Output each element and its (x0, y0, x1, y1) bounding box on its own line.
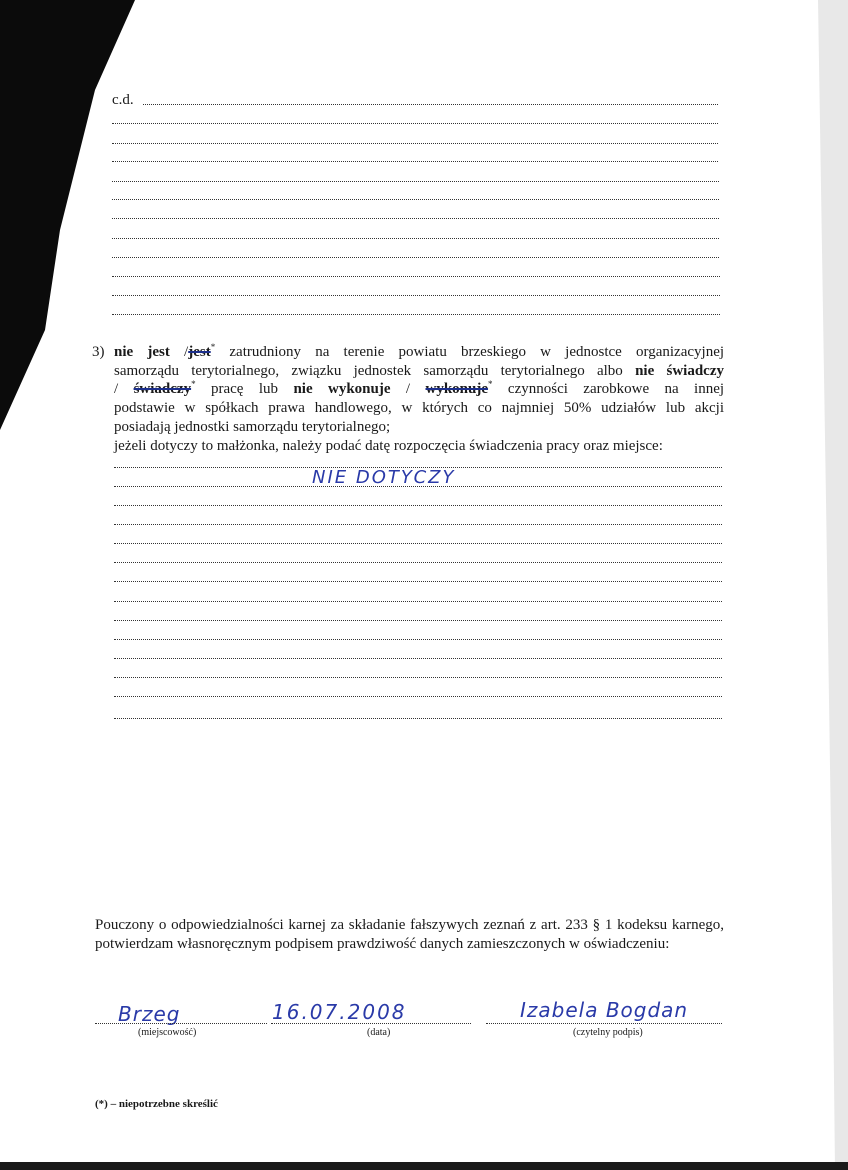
signature-dotted-line (486, 1023, 722, 1024)
asterisk: * (210, 342, 216, 352)
footnote: (*) – niepotrzebne skreślić (95, 1098, 218, 1110)
dotted-line (143, 104, 718, 105)
asterisk: * (191, 379, 196, 390)
section-3-line-2 (114, 362, 724, 381)
section-3-text-b: samorządu terytorialnego, związku jednostek samorządu terytorialnego albo (114, 362, 623, 379)
place-handwritten: Brzeg (118, 1002, 181, 1026)
dotted-line (112, 276, 720, 277)
section-3-line-1 (114, 343, 724, 362)
slash: / (184, 344, 189, 360)
option-nie-swiadczy: nie świadczy (635, 362, 725, 379)
slash: / (405, 381, 411, 398)
dotted-line (112, 218, 719, 219)
option-jest-struck: jest (188, 344, 211, 360)
dotted-line (114, 696, 722, 697)
section-3-line-4: podstawie w spółkach prawa handlowego, w których co najmniej 50% udziałów lub akcji (114, 400, 724, 417)
section-3-text-d: czynności zarobkowe na innej (507, 381, 725, 398)
dotted-line (114, 658, 722, 659)
section-3-line-6: jeżeli dotyczy to małżonka, należy podać datę rozpoczęcia świadczenia pracy oraz miejsce: (114, 437, 663, 454)
place-dotted-line (95, 1023, 267, 1024)
dotted-line (112, 161, 718, 162)
dotted-line (114, 677, 722, 678)
dotted-line (114, 505, 722, 506)
dotted-line (114, 543, 722, 544)
asterisk: * (488, 379, 493, 390)
dotted-line (112, 314, 720, 315)
option-swiadczy-struck: świadczy (133, 381, 192, 398)
date-dotted-line (271, 1023, 471, 1024)
dotted-line (114, 639, 722, 640)
option-nie-jest: nie jest (114, 344, 170, 360)
dotted-line (112, 123, 718, 124)
slash: / (114, 381, 119, 398)
continued-label: c.d. (112, 92, 134, 108)
section-3-line-3 (114, 380, 724, 399)
section-3-text-c: pracę lub (210, 381, 279, 398)
option-nie-wykonuje: nie wykonuje (293, 381, 391, 398)
dotted-line (114, 601, 722, 602)
signature-label: (czytelny podpis) (573, 1027, 643, 1038)
dotted-line (112, 143, 718, 144)
handwritten-answer: NIE DOTYCZY (312, 467, 456, 488)
dotted-line (114, 718, 722, 719)
section-number: 3) (92, 344, 105, 360)
dotted-line (112, 181, 719, 182)
signature-handwritten: Izabela Bogdan (520, 998, 689, 1022)
dotted-line (112, 257, 719, 258)
dotted-line (112, 199, 719, 200)
dotted-line (112, 238, 719, 239)
option-wykonuje-struck: wykonuje (425, 381, 489, 398)
dotted-line (112, 295, 720, 296)
dotted-line (114, 562, 722, 563)
section-3-text (114, 343, 724, 455)
legal-statement: Pouczony o odpowiedzialności karnej za składanie fałszywych zeznań z art. 233 § 1 kodeksu karnego, potwierdzam własnoręcznym podpisem prawdziwość danych zamieszczonych w oświadczeniu: (95, 917, 724, 952)
date-label: (data) (367, 1027, 391, 1038)
dotted-line (114, 620, 722, 621)
dotted-line (114, 524, 722, 525)
section-3-line-5: posiadają jednostki samorządu terytorialnego; (114, 418, 391, 435)
date-handwritten: 16.07.2008 (272, 1000, 407, 1024)
place-label: (miejscowość) (138, 1027, 197, 1038)
dotted-line (114, 581, 722, 582)
section-3-text-a: zatrudniony na terenie powiatu brzeskiego w jednostce organizacyjnej (229, 344, 725, 360)
